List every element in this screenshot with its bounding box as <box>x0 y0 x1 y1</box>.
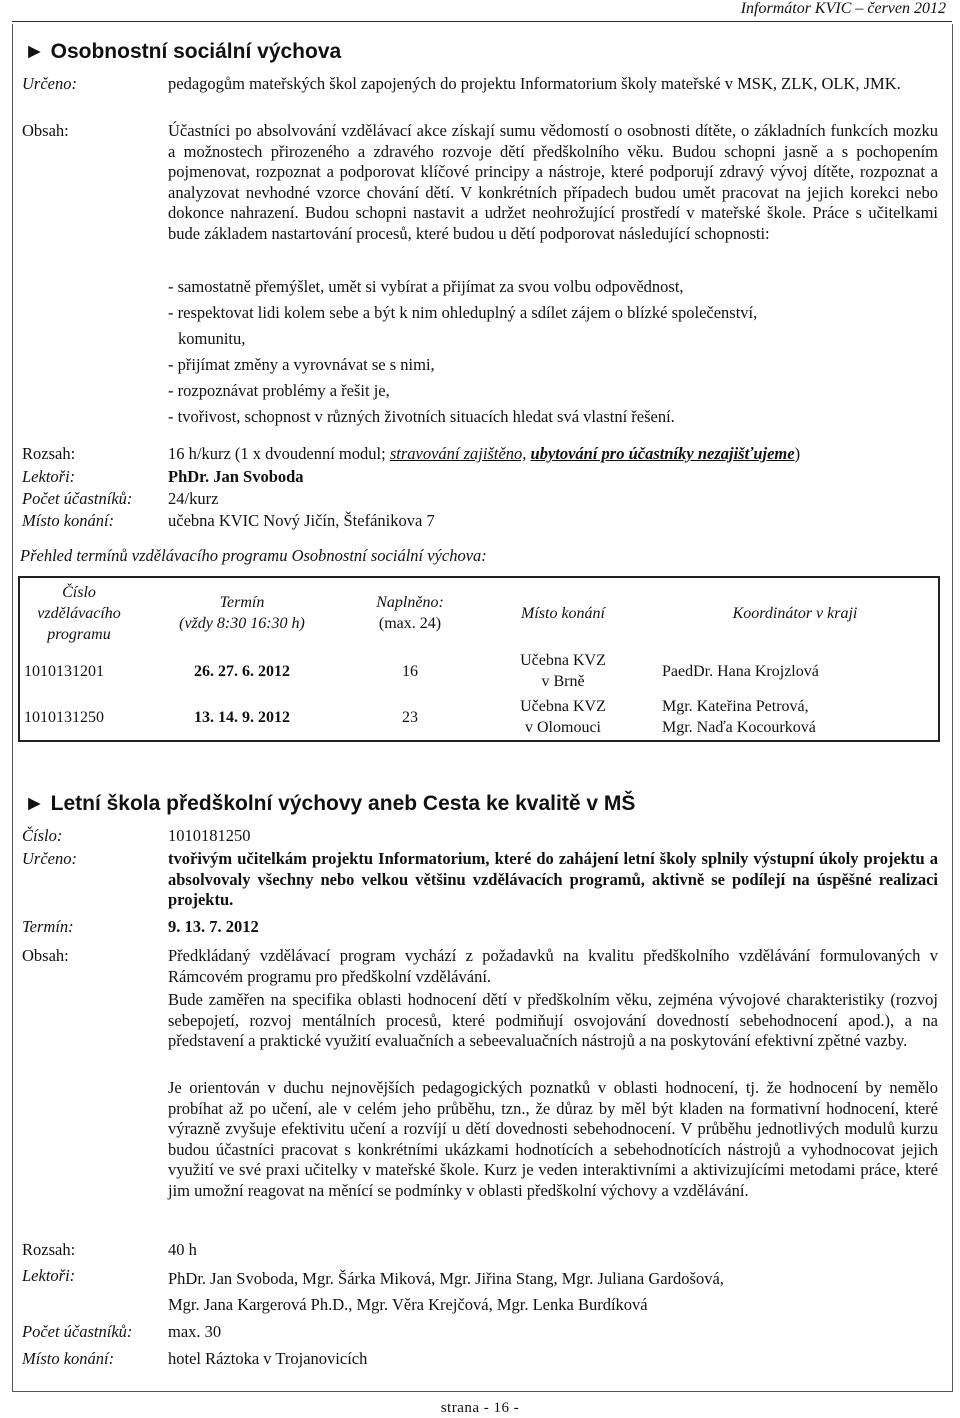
cell-termin: 26. 27. 6. 2012 <box>194 662 290 680</box>
s1-lektori-value: PhDr. Jan Svoboda <box>168 467 304 486</box>
th-cislo: Číslo vzdělávacího programu <box>37 583 121 643</box>
s2-urceno-value: tvořivým učitelkám projektu Informatorium, které do zahájení letní školy splnily výstupní úkoly projektu a absolvovaly všechny nebo velkou většinu vzdělávacích programů, aktivně se podílejí na úspěšné realizaci projektu. <box>168 849 938 909</box>
th-termin <box>138 577 346 648</box>
s2-rozsah-label: Rozsah: <box>22 1240 76 1259</box>
s1-obsah-label: Obsah: <box>22 121 69 140</box>
table-row <box>19 694 939 741</box>
cell-koord <box>652 648 939 694</box>
cell-misto-line2: v Brně <box>541 673 585 690</box>
cell-cislo: 1010131201 <box>24 662 104 680</box>
th-termin-note: (vždy 8:30 16:30 h) <box>179 615 305 632</box>
s2-obsah-p2: Bude zaměřen na specifika oblasti hodnocení dětí v předškolním věku, zejména vývojové charakteristiky (rozvoj sebepojetí, rozvoj mentálních procesů, které podmiňují osvojování dovedností sebehodnocení apod.), a na představení a praktické využití evaluačních a sebeevaluačních nástrojů a na poskytování efektivní zpětné vazby. <box>168 990 938 1050</box>
table-header-row <box>19 577 939 648</box>
s1-pocet-label: Počet účastníků: <box>22 489 133 508</box>
bullet-item: - tvořivost, schopnost v různých životních situacích hledat svá vlastní řešení. <box>168 407 675 426</box>
cell-cislo: 1010131250 <box>24 708 104 726</box>
bullet-item: - samostatně přemýšlet, umět si vybírat a přijímat za svou volbu odpovědnost, <box>168 277 684 296</box>
lektori-line: Mgr. Jana Kargerová Ph.D., Mgr. Věra Krejčová, Mgr. Lenka Burdíková <box>168 1295 648 1314</box>
s2-termin-value: 9. 13. 7. 2012 <box>168 917 259 936</box>
th-termin-label: Termín <box>219 594 265 611</box>
bullet-item: komunitu, <box>178 329 246 348</box>
bullet-item: - respektovat lidi kolem sebe a být k nim ohleduplný a sdílet zájem o blízké společenství, <box>168 303 758 322</box>
s1-obsah-paragraph: Účastníci po absolvování vzdělávací akce získají sumu vědomostí o osobnosti dítěte, o základních funkcích mozku a možnostech přirozeného a zdravého rozvoje dětí předškolního věku. Budou schopni jasně a s pochopením pojmenovat, rozpoznat a podporovat klíčové principy a nástroje, které podporují zdravý vývoj dítěte, rozpoznat a analyzovat nevhodné vzorce chování dětí. V konkrétních případech budou umět pracovat na jejich korekci nebo dokonce nahrazení. Budou schopni nastavit a udržet neohrožující prostředí v mateřské škole. Práce s učitelkami bude základem nastartování procesů, které budou u dětí podporovat následující schopnosti: <box>168 121 938 243</box>
cell-misto-line1: Učebna KVZ <box>520 652 606 669</box>
th-naplneno-note: (max. 24) <box>378 615 442 632</box>
bullet-item: - přijímat změny a vyrovnávat se s nimi, <box>168 355 435 374</box>
s1-misto-value: učebna KVIC Nový Jičín, Štefánikova 7 <box>168 511 435 530</box>
th-naplneno-label: Naplněno: <box>376 594 444 611</box>
cell-koord-line2: Mgr. Naďa Kocourková <box>662 719 816 736</box>
s2-cislo-value: 1010181250 <box>168 826 251 845</box>
rozsah-suffix: ) <box>794 444 801 463</box>
cell-koord <box>652 694 939 741</box>
cell-koord-line1: PaedDr. Hana Krojzlová <box>662 662 819 680</box>
s2-obsah-label: Obsah: <box>22 946 69 965</box>
cell-misto <box>474 648 652 694</box>
s1-urceno-value: pedagogům mateřských škol zapojených do projektu Informatorium školy mateřské v MSK, ZLK, OLK, JMK. <box>168 74 901 93</box>
th-naplneno <box>346 577 474 648</box>
terms-table <box>18 576 940 742</box>
s1-misto-label: Místo konání: <box>22 511 115 530</box>
th-misto: Místo konání <box>521 604 605 622</box>
cell-termin: 13. 14. 9. 2012 <box>194 708 290 726</box>
s1-bullet-list <box>168 274 938 430</box>
s2-urceno-label: Určeno: <box>22 849 77 868</box>
th-koord: Koordinátor v kraji <box>732 604 858 622</box>
s1-lektori-label: Lektoři: <box>22 467 76 486</box>
s2-obsah-p1: Předkládaný vzdělávací program vychází z požadavků na kvalitu předškolního vzdělávání formulovaných v Rámcovém programu pro předškolní vzdělávání. <box>168 946 938 986</box>
bullet-item: - rozpoznávat problémy a řešit je, <box>168 381 390 400</box>
page-number: strana - 16 - <box>440 1400 520 1416</box>
s2-termin-label: Termín: <box>22 917 74 936</box>
rozsah-ubytovani: ubytování pro účastníky nezajišťujeme <box>530 444 795 463</box>
cell-misto-line2: v Olomouci <box>525 719 601 736</box>
header-rule <box>12 21 952 22</box>
s1-rozsah-value <box>168 444 938 465</box>
s2-misto-label: Místo konání: <box>22 1349 115 1368</box>
rozsah-prefix: 16 h/kurz (1 x dvoudenní modul; <box>168 444 390 463</box>
table-row <box>19 648 939 694</box>
s2-cislo-label: Číslo: <box>22 826 63 845</box>
s2-obsah-p3: Je orientován v duchu nejnovějších pedagogických poznatků v oblasti hodnocení, tj. že hodnocení by nemělo probíhat až po učení, ale v celém jeho průběhu, tzn., že důraz by měl být kladen na formativní hodnocení, které výrazně zvyšuje efektivitu učení a rozvíjí u dětí dovednosti sebehodnocení. V průběhu jednotlivých modulů kurzu budou účastníci pracovat s konkrétními ukázkami hodnotících a sebehodnotících nástrojů a vyhodnocovat jejich využití ve své praxi učitelky v mateřské škole. Kurz je veden interaktivními a aktivizujícími metodami práce, které jim umožní reagovat na měnící se podmínky v oblasti předškolní výchovy a vzdělávání. <box>168 1078 938 1200</box>
s2-lektori-label: Lektoři: <box>22 1266 76 1285</box>
s2-rozsah-value: 40 h <box>168 1240 197 1259</box>
s2-misto-value: hotel Ráztoka v Trojanovicích <box>168 1349 368 1368</box>
s1-rozsah-label: Rozsah: <box>22 444 76 463</box>
section1-title: ► Osobnostní sociální výchova <box>24 40 342 63</box>
section2-title: ► Letní škola předškolní výchovy aneb Cesta ke kvalitě v MŠ <box>24 792 636 815</box>
prehled-title: Přehled termínů vzdělávacího programu Osobnostní sociální výchova: <box>20 546 487 565</box>
cell-misto <box>474 694 652 741</box>
rozsah-stravovani: stravování zajištěno, <box>389 444 527 463</box>
s1-urceno-label: Určeno: <box>22 74 77 93</box>
cell-naplneno: 23 <box>402 708 418 726</box>
running-header: Informátor KVIC – červen 2012 <box>740 0 946 17</box>
s2-lektori-value <box>168 1266 938 1318</box>
cell-koord-line1: Mgr. Kateřina Petrová, <box>662 698 809 715</box>
cell-naplneno: 16 <box>402 662 418 680</box>
s1-pocet-value: 24/kurz <box>168 489 219 508</box>
cell-misto-line1: Učebna KVZ <box>520 698 606 715</box>
s2-pocet-value: max. 30 <box>168 1322 222 1341</box>
s2-pocet-label: Počet účastníků: <box>22 1322 133 1341</box>
lektori-line: PhDr. Jan Svoboda, Mgr. Šárka Miková, Mgr. Jiřina Stang, Mgr. Juliana Gardošová, <box>168 1269 724 1288</box>
